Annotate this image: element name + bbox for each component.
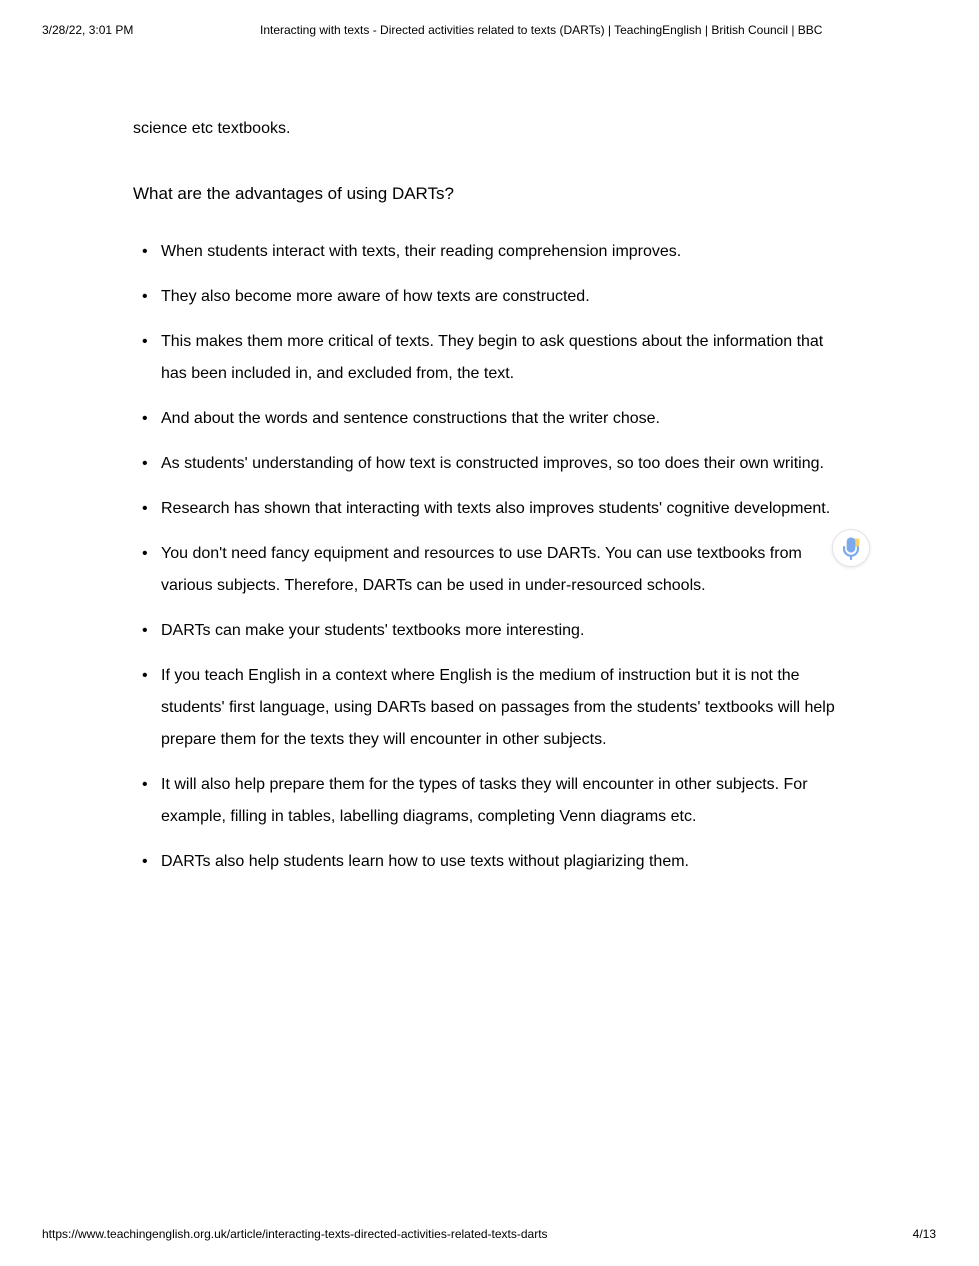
print-title: Interacting with texts - Directed activities related to texts (DARTs) | TeachingEnglish | British Council | BBC: [260, 23, 823, 37]
list-item: • You don't need fancy equipment and resources to use DARTs. You can use textbooks from various subjects. Therefore, DARTs can be used in under-resourced schools.: [133, 538, 847, 602]
print-footer: [0, 1226, 979, 1242]
list-item: • As students' understanding of how text is constructed improves, so too does their own writing.: [133, 448, 847, 480]
advantages-list: [133, 236, 847, 878]
list-item: • DARTs can make your students' textbooks more interesting.: [133, 615, 847, 647]
print-header: [0, 22, 979, 38]
list-item: • DARTs also help students learn how to use texts without plagiarizing them.: [133, 846, 847, 878]
list-item: • It will also help prepare them for the types of tasks they will encounter in other subjects. For example, filling in tables, labelling diagrams, completing Venn diagrams etc.: [133, 769, 847, 833]
page-number: 4/13: [912, 1227, 936, 1241]
mic-body: [847, 537, 856, 552]
print-timestamp: 3/28/22, 3:01 PM: [42, 23, 134, 37]
voice-button[interactable]: [832, 529, 870, 567]
list-item: • They also become more aware of how texts are constructed.: [133, 281, 847, 313]
list-item: • When students interact with texts, their reading comprehension improves.: [133, 236, 847, 268]
source-url: https://www.teachingenglish.org.uk/article/interacting-texts-directed-activities-related-texts-darts: [42, 1227, 548, 1241]
list-item: • If you teach English in a context where English is the medium of instruction but it is not the students' first language, using DARTs based on passages from the students' textbooks will help prepare them for the texts they will encounter in other subjects.: [133, 660, 847, 756]
article-content: [133, 113, 847, 891]
section-heading: What are the advantages of using DARTs?: [133, 184, 454, 203]
list-item: • Research has shown that interacting with texts also improves students' cognitive development.: [133, 493, 847, 525]
intro-paragraph: science etc textbooks.: [133, 120, 291, 137]
list-item: • And about the words and sentence constructions that the writer chose.: [133, 403, 847, 435]
microphone-icon: [838, 535, 864, 561]
list-item: • This makes them more critical of texts. They begin to ask questions about the information that has been included in, and excluded from, the text.: [133, 326, 847, 390]
